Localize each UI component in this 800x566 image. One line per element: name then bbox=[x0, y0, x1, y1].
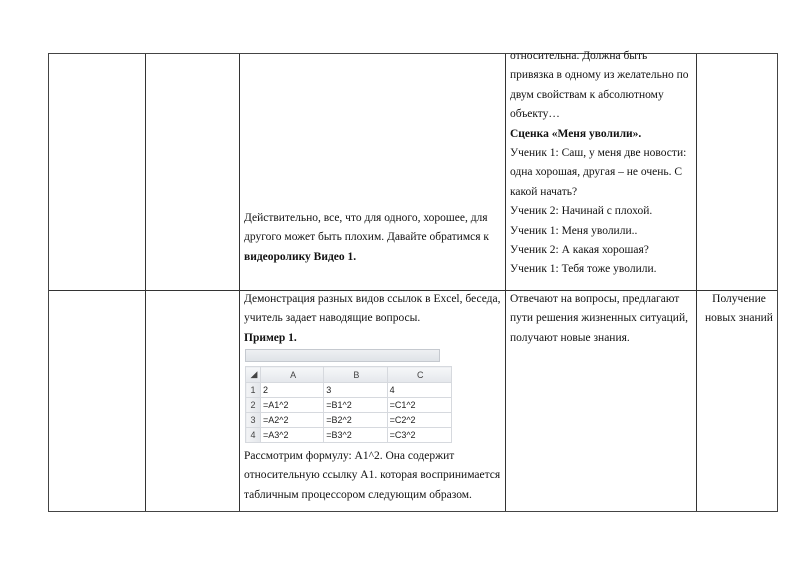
column-divider bbox=[145, 54, 146, 511]
excel-cell: =C1^2 bbox=[387, 398, 451, 413]
excel-row-header: 1 bbox=[246, 383, 261, 398]
row1-activity-text: Действительно, все, что для одного, хорошее, для другого может быть плохим. Давайте обратимся к bbox=[244, 212, 489, 244]
excel-grid bbox=[245, 366, 452, 443]
example-title: Пример 1. bbox=[244, 331, 297, 344]
formula-explanation-text: Рассмотрим формулу: A1^2. Она содержит относительную ссылку A1. которая воспринимается табличным процессором следующим образом. bbox=[244, 450, 501, 501]
row2-activity-cell bbox=[244, 290, 506, 348]
dialogue-line: Ученик 2: А какая хорошая? bbox=[510, 244, 649, 257]
excel-cell: =B2^2 bbox=[324, 413, 387, 428]
excel-cell: =C3^2 bbox=[387, 428, 451, 443]
excel-col-header: B bbox=[324, 367, 387, 383]
excel-col-header: C bbox=[387, 367, 451, 383]
excel-row bbox=[246, 383, 452, 398]
excel-cell: 3 bbox=[324, 383, 387, 398]
excel-cell: =A1^2 bbox=[261, 398, 324, 413]
student-activity-text: Отвечают на вопросы, предлагают пути решения жизненных ситуаций, получают новые знания. bbox=[510, 293, 688, 344]
column-divider bbox=[239, 54, 240, 511]
row1-activity-cell bbox=[244, 209, 506, 267]
dialogue-line: Ученик 1: Саш, у меня две новости: одна хорошая, другая – не очень. С какой начать? bbox=[510, 147, 687, 198]
excel-row bbox=[246, 428, 452, 443]
row1-student-cell bbox=[510, 47, 696, 280]
excel-row-header: 4 bbox=[246, 428, 261, 443]
excel-row bbox=[246, 398, 452, 413]
scene-title: Сценка «Меня уволили». bbox=[510, 127, 642, 140]
excel-cell: =A2^2 bbox=[261, 413, 324, 428]
column-divider bbox=[505, 54, 506, 511]
excel-screenshot bbox=[245, 349, 452, 446]
excel-cell: =A3^2 bbox=[261, 428, 324, 443]
text-line: относительна. Должна быть bbox=[510, 50, 648, 62]
column-divider bbox=[696, 54, 697, 511]
text-line: объекту… bbox=[510, 108, 560, 121]
result-text: Получение новых знаний bbox=[705, 293, 773, 325]
excel-row-header: 2 bbox=[246, 398, 261, 413]
video-reference: видеоролику Видео 1. bbox=[244, 250, 357, 263]
row2-student-cell bbox=[510, 290, 696, 348]
excel-cell: 2 bbox=[261, 383, 324, 398]
excel-row-header: 3 bbox=[246, 413, 261, 428]
excel-corner: ◢ bbox=[246, 367, 261, 383]
excel-cell: =B3^2 bbox=[324, 428, 387, 443]
excel-formula-bar bbox=[245, 349, 440, 362]
excel-col-header: A bbox=[261, 367, 324, 383]
excel-cell: 4 bbox=[387, 383, 451, 398]
lesson-plan-table bbox=[48, 50, 778, 512]
text-line: привязка в одному из желательно по bbox=[510, 69, 689, 82]
dialogue-line: Ученик 1: Тебя тоже уволили. bbox=[510, 263, 657, 276]
excel-row bbox=[246, 413, 452, 428]
text-line: двум свойствам к абсолютному bbox=[510, 88, 664, 101]
excel-cell: =B1^2 bbox=[324, 398, 387, 413]
row2-result-cell bbox=[699, 290, 779, 329]
dialogue-line: Ученик 1: Меня уволили.. bbox=[510, 224, 638, 237]
dialogue-line: Ученик 2: Начинай с плохой. bbox=[510, 205, 653, 218]
excel-cell: =C2^2 bbox=[387, 413, 451, 428]
row2-formula-explanation bbox=[244, 447, 506, 505]
demo-intro: Демонстрация разных видов ссылок в Excel, беседа, учитель задает наводящие вопросы. bbox=[244, 293, 501, 325]
